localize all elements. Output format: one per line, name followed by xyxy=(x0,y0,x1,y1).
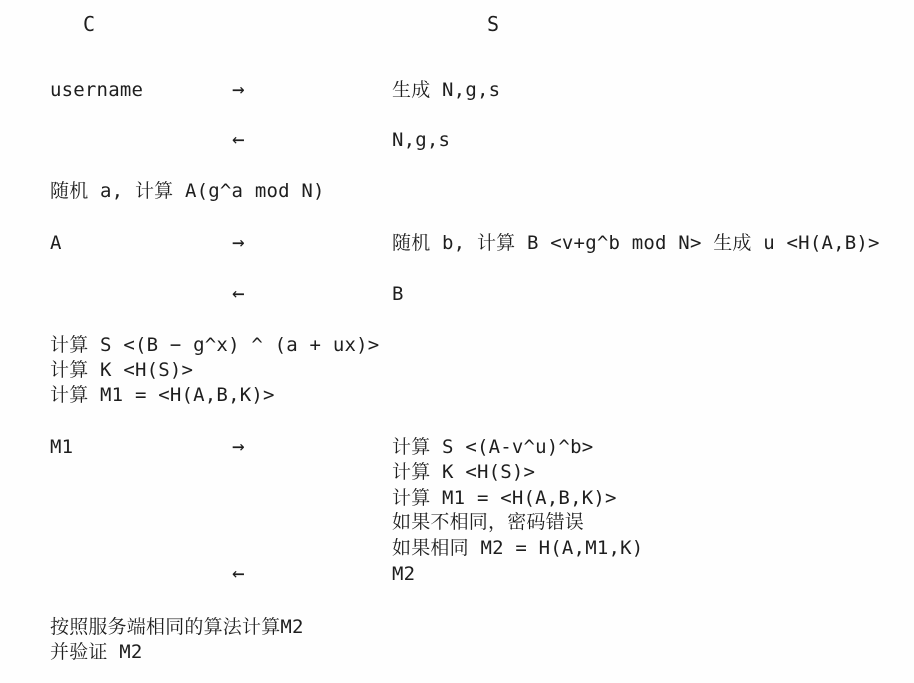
client-compute-s: 计算 S <(B − g^x) ^ (a + ux)> xyxy=(50,334,380,356)
server-message-m2: M2 xyxy=(392,563,416,585)
client-compute-m1: 计算 M1 = <H(A,B,K)> xyxy=(50,384,275,406)
server-column-header: S xyxy=(487,12,500,36)
arrow-right-icon: → xyxy=(232,434,245,458)
server-compute-b-u: 随机 b, 计算 B <v+g^b mod N> 生成 u <H(A,B)> xyxy=(392,232,880,254)
arrow-left-icon: ← xyxy=(232,281,245,305)
server-mismatch-note: 如果不相同，密码错误 xyxy=(392,511,585,533)
client-message-username: username xyxy=(50,79,144,101)
server-compute-m1: 计算 M1 = <H(A,B,K)> xyxy=(392,487,617,509)
client-verify-m2-line2: 并验证 M2 xyxy=(50,641,143,663)
client-verify-m2-line1: 按照服务端相同的算法计算M2 xyxy=(50,616,304,638)
client-message-a: A xyxy=(50,232,62,254)
server-compute-k: 计算 K <H(S)> xyxy=(392,461,536,483)
server-match-compute-m2: 如果相同 M2 = H(A,M1,K) xyxy=(392,537,644,559)
server-compute-s: 计算 S <(A-v^u)^b> xyxy=(392,436,594,458)
arrow-left-icon: ← xyxy=(232,561,245,585)
server-message-ngs: N,g,s xyxy=(392,129,451,151)
arrow-left-icon: ← xyxy=(232,127,245,151)
client-compute-a: 随机 a, 计算 A(g^a mod N) xyxy=(50,180,325,202)
client-column-header: C xyxy=(83,12,96,36)
server-generate-ngs: 生成 N,g,s xyxy=(392,79,501,101)
arrow-right-icon: → xyxy=(232,77,245,101)
client-compute-k: 计算 K <H(S)> xyxy=(50,359,194,381)
server-message-b: B xyxy=(392,283,404,305)
client-message-m1: M1 xyxy=(50,436,74,458)
arrow-right-icon: → xyxy=(232,230,245,254)
